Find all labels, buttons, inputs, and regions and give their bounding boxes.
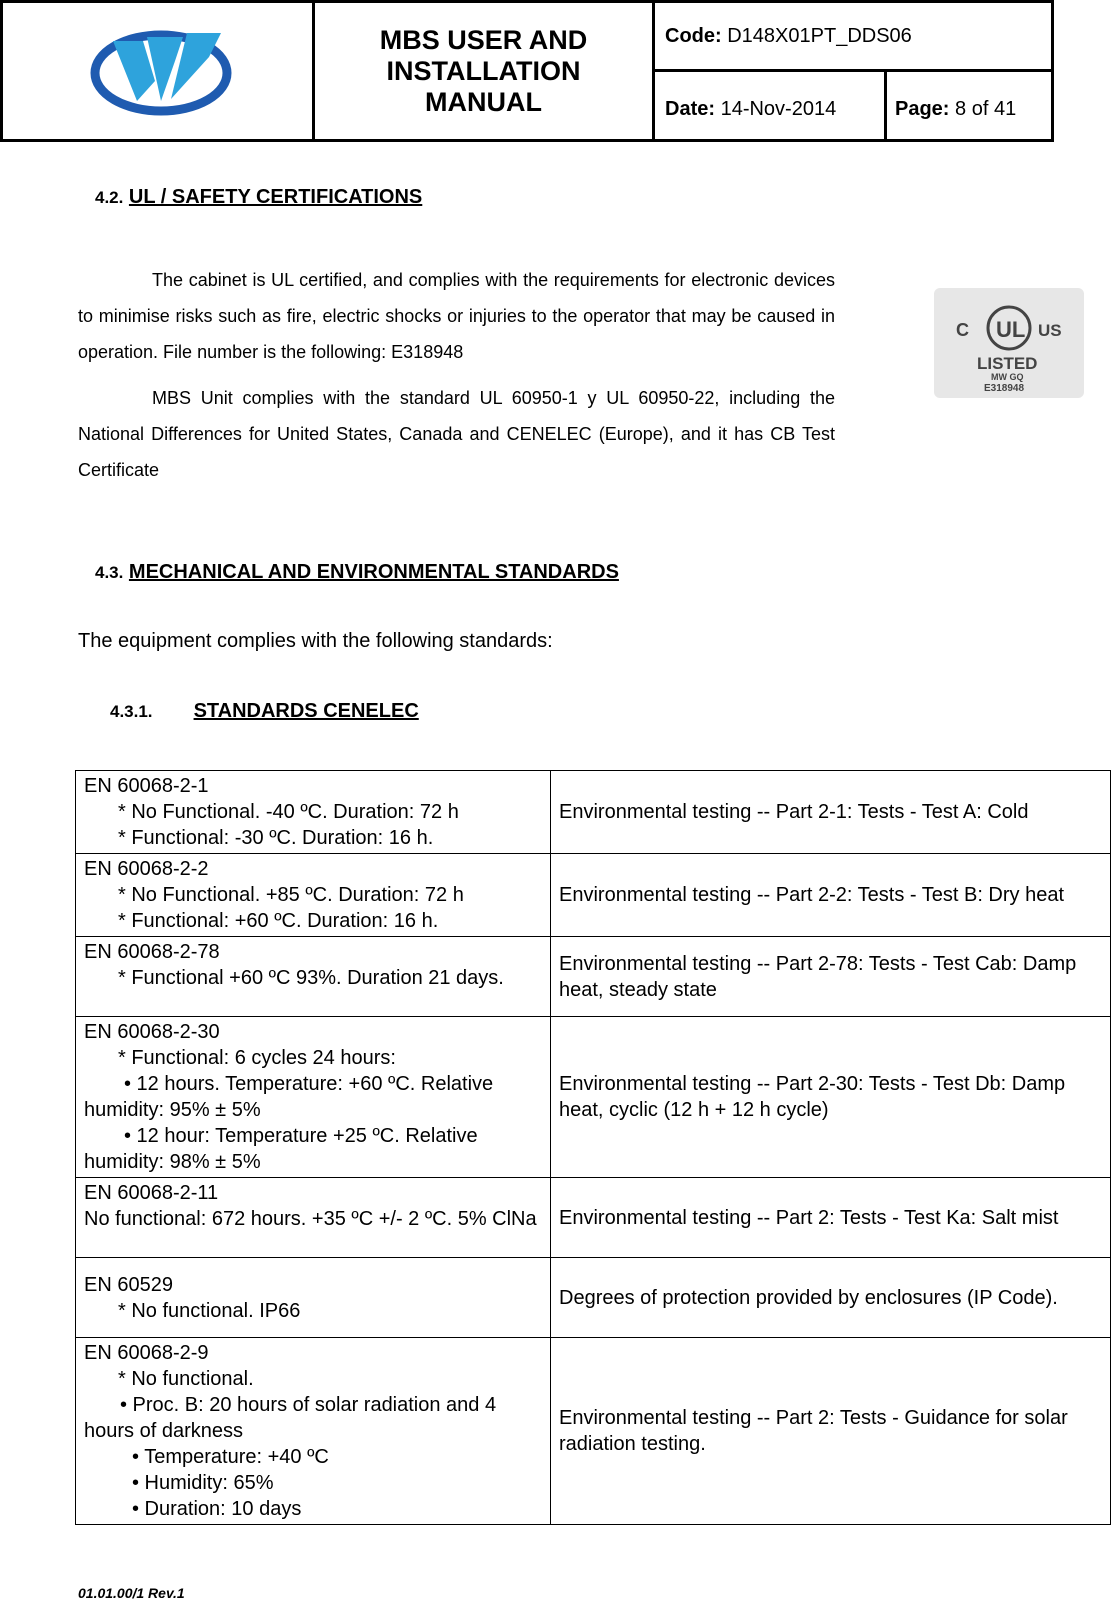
- standard-cell: [76, 1017, 551, 1178]
- section-title: STANDARDS CENELEC: [193, 700, 419, 722]
- ul-code-text: MW GQ: [991, 372, 1024, 382]
- ul-us-text: US: [1038, 321, 1062, 340]
- standard-description: Environmental testing -- Part 2-30: Tests - Test Db: Damp heat, cyclic (12 h + 12 h cycle): [551, 1017, 1111, 1178]
- standard-detail: • 12 hour: Temperature +25 ºC. Relative humidity: 98% ± 5%: [84, 1125, 478, 1173]
- table-row: [76, 1017, 1111, 1178]
- standard-description: Degrees of protection provided by enclosures (IP Code).: [551, 1258, 1111, 1338]
- code-value: D148X01PT_DDS06: [727, 25, 912, 47]
- date-cell: [655, 72, 887, 139]
- ul-listed-mark: [934, 288, 1084, 398]
- section-number: 4.3.1.: [110, 702, 153, 721]
- standard-detail: • Temperature: +40 ºC: [132, 1446, 329, 1468]
- standard-cell: [76, 1258, 551, 1338]
- standard-id: EN 60068-2-11: [84, 1182, 219, 1204]
- standard-description: Environmental testing -- Part 2: Tests - Guidance for solar radiation testing.: [551, 1338, 1111, 1525]
- table-row: [76, 771, 1111, 854]
- document-header: [0, 0, 1054, 142]
- standard-detail: • Proc. B: 20 hours of solar radiation and 4 hours of darkness: [84, 1394, 497, 1442]
- section-number: 4.2.: [95, 188, 124, 207]
- standard-cell: [76, 854, 551, 937]
- standard-detail: * Functional: -30 ºC. Duration: 16 h.: [118, 827, 434, 849]
- standard-description: Environmental testing -- Part 2-78: Tests - Test Cab: Damp heat, steady state: [551, 937, 1111, 1017]
- table-row: [76, 1258, 1111, 1338]
- standard-description: Environmental testing -- Part 2-1: Tests - Test A: Cold: [551, 771, 1111, 854]
- standard-id: EN 60068-2-2: [84, 858, 209, 880]
- standard-id: EN 60068-2-30: [84, 1021, 220, 1043]
- standard-cell: [76, 771, 551, 854]
- standard-detail: • 12 hours. Temperature: +60 ºC. Relative humidity: 95% ± 5%: [84, 1073, 494, 1121]
- table-row: [76, 1178, 1111, 1258]
- date-label: Date:: [665, 98, 716, 120]
- standard-description: Environmental testing -- Part 2: Tests - Test Ka: Salt mist: [551, 1178, 1111, 1258]
- section-title: MECHANICAL AND ENVIRONMENTAL STANDARDS: [128, 561, 619, 583]
- standard-cell: [76, 1338, 551, 1525]
- standard-detail: * Functional: +60 ºC. Duration: 16 h.: [118, 910, 439, 932]
- section-title: UL / SAFETY CERTIFICATIONS: [128, 186, 423, 208]
- standard-id: EN 60529: [84, 1273, 173, 1296]
- standard-id: EN 60068-2-78: [84, 941, 220, 963]
- standard-cell: [76, 937, 551, 1017]
- code-label: Code:: [665, 25, 722, 47]
- footer-revision: 01.01.00/1 Rev.1: [78, 1585, 185, 1600]
- section-heading-4-3: [95, 561, 619, 584]
- standard-id: EN 60068-2-1: [84, 775, 209, 797]
- standard-detail: * No Functional. +85 ºC. Duration: 72 h: [118, 884, 464, 906]
- standard-description: Environmental testing -- Part 2-2: Tests - Test B: Dry heat: [551, 854, 1111, 937]
- date-value: 14-Nov-2014: [720, 98, 837, 120]
- paragraph-ul-certified: [78, 262, 835, 370]
- document-title: MBS USER AND INSTALLATION MANUAL: [315, 3, 655, 139]
- ul-c-text: C: [956, 320, 969, 340]
- paragraph-text: The cabinet is UL certified, and complies with the requirements for electronic devices to minimise risks such as fire, electric shocks or injuries to the operator that may be caused in operation. File number is the following: E318948: [78, 270, 835, 362]
- code-cell: [655, 3, 1051, 72]
- paragraph-text: MBS Unit complies with the standard UL 60950-1 y UL 60950-22, including the National Differences for United States, Canada and CENELEC (Europe), and it has CB Test Certificate: [78, 388, 835, 480]
- standard-id: EN 60068-2-9: [84, 1342, 209, 1364]
- company-logo-icon: [3, 3, 315, 139]
- logo-cell: [3, 3, 315, 139]
- standard-detail: • Humidity: 65%: [132, 1472, 274, 1494]
- standard-detail: * No functional.: [118, 1368, 254, 1390]
- ul-text: UL: [996, 317, 1026, 342]
- section-number: 4.3.: [95, 563, 124, 582]
- standard-detail: * No functional. IP66: [118, 1299, 301, 1322]
- table-row: [76, 1338, 1111, 1525]
- ul-file-text: E318948: [984, 383, 1025, 394]
- section-heading-4-2: [95, 186, 422, 209]
- paragraph-ul-standard: [78, 380, 835, 488]
- standard-detail: No functional: 672 hours. +35 ºC +/- 2 ºC. 5% ClNa: [84, 1208, 537, 1230]
- standard-detail: * No Functional. -40 ºC. Duration: 72 h: [118, 801, 459, 823]
- ul-listed-icon: [934, 288, 1084, 398]
- table-row: [76, 854, 1111, 937]
- section-heading-4-3-1: [110, 700, 419, 723]
- ul-listed-text: LISTED: [977, 354, 1038, 373]
- standard-detail: • Duration: 10 days: [132, 1498, 302, 1520]
- page-value: 8 of 41: [955, 98, 1017, 120]
- page-cell: [887, 72, 1051, 139]
- standards-intro: The equipment complies with the following standards:: [78, 630, 553, 652]
- page-label: Page:: [895, 98, 950, 120]
- table-row: [76, 937, 1111, 1017]
- standard-detail: * Functional: 6 cycles 24 hours:: [118, 1047, 396, 1069]
- standard-detail: * Functional +60 ºC 93%. Duration 21 days.: [118, 967, 504, 989]
- standard-cell: [76, 1178, 551, 1258]
- standards-table: [75, 770, 1111, 1525]
